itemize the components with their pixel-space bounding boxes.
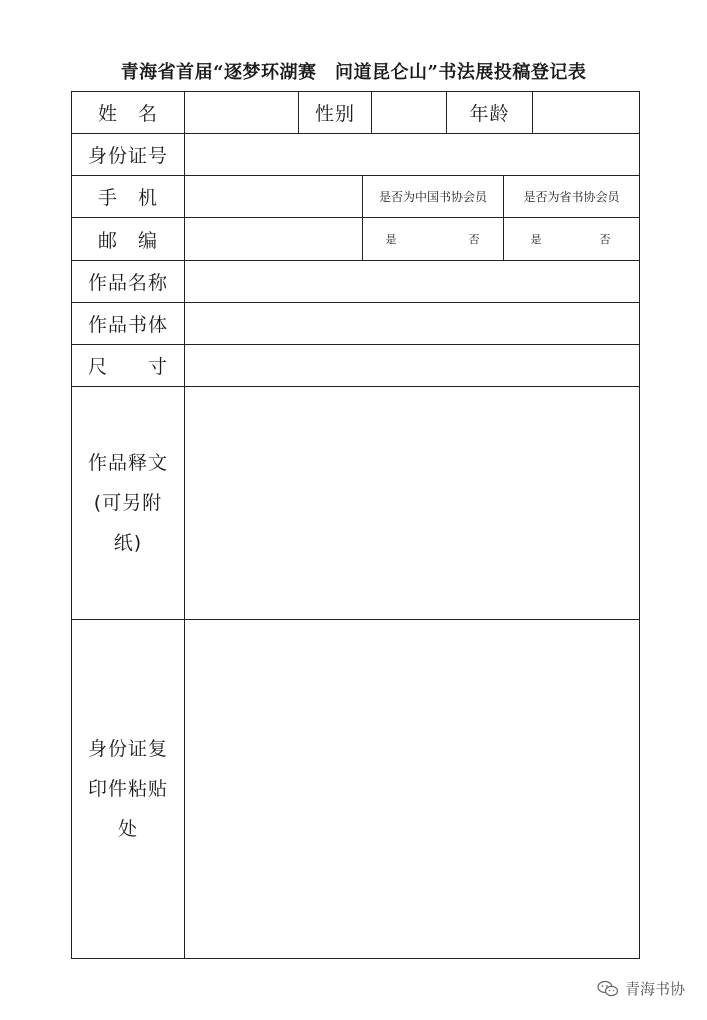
id-copy-label-line: 处 [117,818,138,840]
postcode-field[interactable] [185,218,362,260]
gender-field[interactable] [372,92,446,133]
work-text-label [72,387,184,619]
watermark-text: 青海书协 [624,980,685,998]
form-title: 青海省首届“逐梦环湖赛 问道昆仑山”书法展投稿登记表 [120,62,587,83]
id-copy-paste-area[interactable] [185,620,639,958]
provincial-no-option[interactable]: 否 [599,233,611,246]
age-field[interactable] [533,92,639,133]
size-field[interactable] [185,345,639,386]
id-copy-label [72,620,184,958]
provincial-yes-option[interactable]: 是 [530,233,542,246]
table-border-bottom [71,958,639,959]
gender-label: 性别 [314,103,355,125]
script-style-label: 作品书体 [87,314,168,336]
name-label: 姓 名 [97,103,158,125]
watermark [597,978,685,999]
id-number-label: 身份证号 [87,145,168,167]
postcode-label: 邮 编 [97,229,158,252]
age-label: 年龄 [469,103,510,125]
size-label: 尺 寸 [87,356,168,378]
provincial-member-question: 是否为省书协会员 [523,190,620,204]
id-number-field[interactable] [185,134,639,175]
name-field[interactable] [185,92,298,133]
table-border-right [639,91,640,959]
work-name-label: 作品名称 [87,272,168,294]
script-style-field[interactable] [185,303,639,344]
id-copy-label-line: 印件粘贴 [87,778,168,800]
work-text-label-line: 作品释文 [87,452,168,474]
phone-field[interactable] [185,176,362,217]
wechat-icon [597,980,619,998]
cca-yes-option[interactable]: 是 [385,233,397,246]
work-name-field[interactable] [185,261,639,302]
work-text-label-line: 纸) [113,532,143,554]
work-text-field[interactable] [185,387,639,619]
cca-no-option[interactable]: 否 [468,233,480,246]
cca-member-question: 是否为中国书协会员 [378,190,487,204]
work-text-label-line: (可另附 [93,492,163,514]
phone-label: 手 机 [97,187,158,209]
id-copy-label-line: 身份证复 [87,738,168,760]
